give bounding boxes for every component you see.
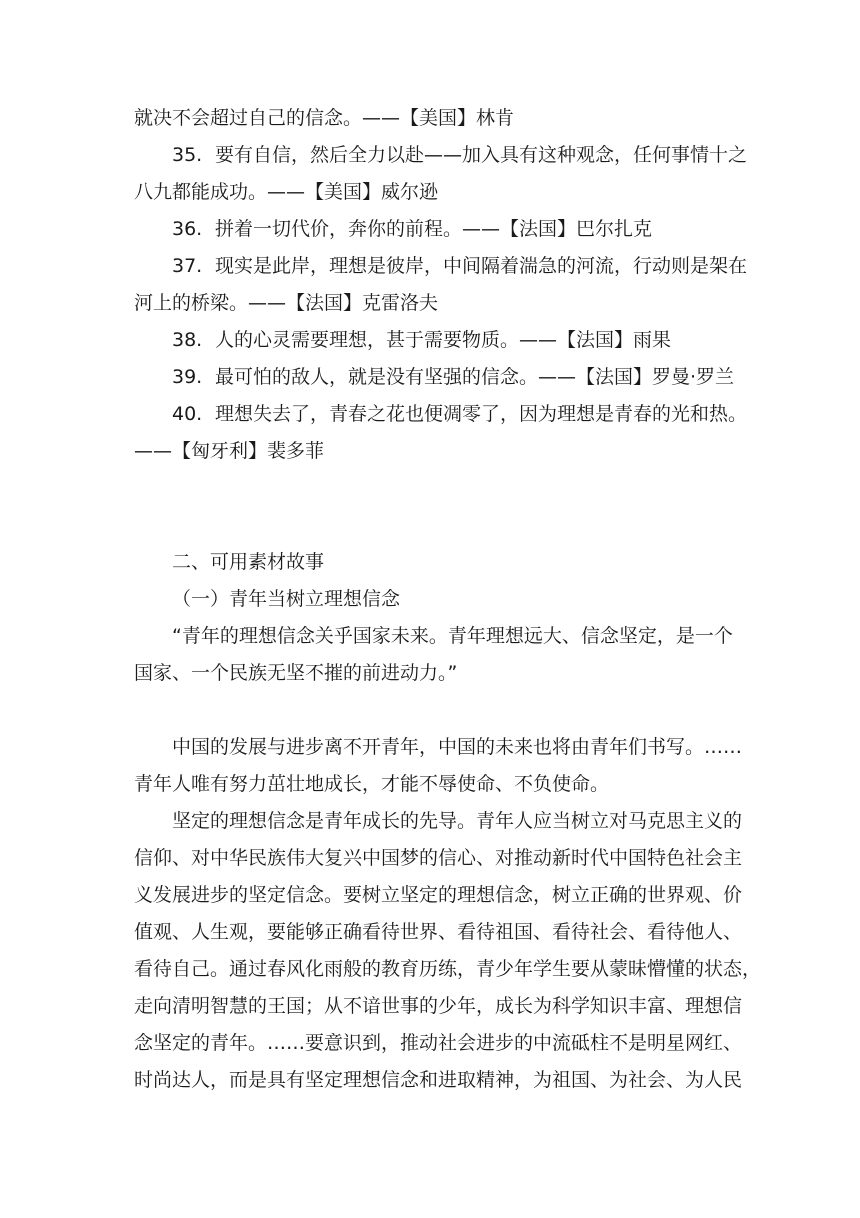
quote-34-tail: 就决不会超过自己的信念。——【美国】林肯 [134,107,515,129]
quote-36 [134,211,738,248]
quote-39 [134,359,738,396]
quote-paragraph-line-2: 国家、一个民族无坚不摧的前进动力。” [134,662,458,684]
quote-37-line-1 [134,248,748,285]
paragraph-1-line-2: 青年人唯有努力茁壮地成长，才能不辱使命、不负使命。 [134,773,610,795]
quote-35-number: 35. [172,144,203,166]
quote-40-number: 40. [172,403,203,425]
paragraph-2-line-1: 坚定的理想信念是青年成长的先导。青年人应当树立对马克思主义的 [172,810,743,832]
quote-40-line-2: ——【匈牙利】裴多菲 [134,440,325,462]
paragraph-spacer [134,692,738,729]
paragraph-2-line-2: 信仰、对中华民族伟大复兴中国梦的信心、对推动新时代中国特色社会主 [134,847,743,869]
quote-38-text: 人的心灵需要理想，甚于需要物质。——【法国】雨果 [215,329,672,351]
paragraph-2-line-3: 义发展进步的坚定信念。要树立坚定的理想信念，树立正确的世界观、价 [134,884,743,906]
quote-39-text: 最可怕的敌人，就是没有坚强的信念。——【法国】罗曼·罗兰 [215,366,735,388]
paragraph-2-line-6: 走向清明智慧的王国；从不谙世事的少年，成长为科学知识丰富、理想信 [134,995,743,1017]
quote-38-number: 38. [172,329,203,351]
section-heading: 二、可用素材故事 [172,551,325,573]
quote-36-number: 36. [172,218,203,240]
quote-37-number: 37. [172,255,203,277]
quote-paragraph-line-1: “青年的理想信念关乎国家未来。青年理想远大、信念坚定，是一个 [172,625,733,647]
paragraph-2-line-8: 时尚达人，而是具有坚定理想信念和进取精神，为祖国、为社会、为人民 [134,1069,743,1091]
quote-35-line-1 [134,137,748,174]
quote-38 [134,322,738,359]
paragraph-2-line-4: 值观、人生观，要能够正确看待世界、看待祖国、看待社会、看待他人、 [134,921,743,943]
subsection-heading: （一）青年当树立理想信念 [172,588,401,610]
quote-37-line-2: 河上的桥梁。——【法国】克雷洛夫 [134,292,439,314]
document-body [134,100,762,1099]
quote-37-text: 现实是此岸，理想是彼岸，中间隔着湍急的河流，行动则是架在 [215,255,748,277]
quote-40-text: 理想失去了，青春之花也便凋零了，因为理想是青春的光和热。 [215,403,748,425]
section-spacer [134,470,738,544]
paragraph-2-line-7: 念坚定的青年。……要意识到，推动社会进步的中流砥柱不是明星网红、 [134,1032,743,1054]
quote-40-line-1 [134,396,748,433]
paragraph-1-line-1: 中国的发展与进步离不开青年，中国的未来也将由青年们书写。…… [172,736,743,758]
quote-39-number: 39. [172,366,203,388]
quote-36-text: 拼着一切代价，奔你的前程。——【法国】巴尔扎克 [215,218,653,240]
quote-35-line-2: 八九都能成功。——【美国】威尔逊 [134,181,439,203]
paragraph-2-line-5: 看待自己。通过春风化雨般的教育历练，青少年学生要从蒙昧懵懂的状态， [134,958,762,980]
quote-35-text: 要有自信，然后全力以赴——加入具有这种观念，任何事情十之 [215,144,748,166]
